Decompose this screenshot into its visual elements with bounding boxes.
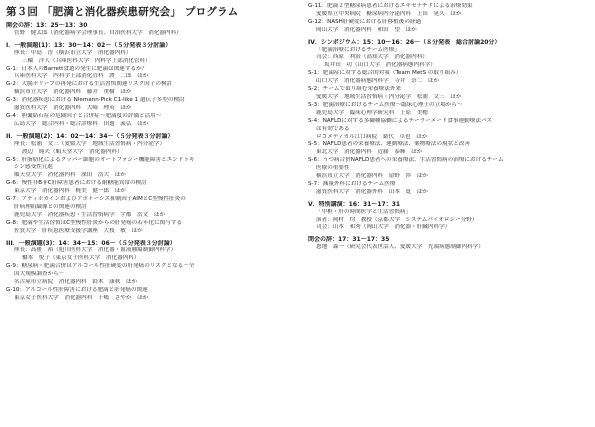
right-text-line: S-5：NAFLD患者の栄養療法、運動療法、薬物療法の現状と改善 — [308, 141, 471, 148]
right-text-line: 医療の重要性 — [316, 165, 350, 172]
right-section-heading: 閉会の辞：17：31～17：35 — [308, 236, 390, 244]
left-column — [6, 22, 296, 303]
left-text-line: 東京女子医科大学 消化器内科 千嶋 さやか ほか — [14, 294, 149, 301]
right-text-line: 滋賀医科大学 消化器外科 山本 寛 ほか — [316, 188, 428, 195]
right-text-line: 横浜市立大学 消化器内科 留野 渉 ほか — [316, 173, 428, 180]
right-section-heading: IV．シンポジウム：15：10～16：26－（８分発表 総合討論20分） — [308, 38, 501, 46]
left-text-line: 名古屋市立病院 消化器内科 鈴木 康秋 ほか — [14, 279, 138, 286]
left-section-heading: I．一般演題(1)：13：30～14：02－（５分発表３分討論） — [6, 41, 172, 49]
left-text-line: G-10：アルコール性肝障害における肥満と肝発癌の関連 — [6, 287, 148, 293]
left-text-line: 渡辺 純夫（順天堂大学 消化器内科） — [22, 148, 123, 155]
right-text-line: S-2：チームで取り組む栄養療法外来 — [308, 86, 402, 93]
right-column — [308, 3, 593, 252]
left-text-line: G-2：大腸ポリープの再発における生活習慣関連リスク因子の検討 — [6, 81, 173, 88]
right-text-line: は有効である — [316, 125, 350, 132]
left-text-line: 国大規模調査から－ — [14, 271, 65, 278]
right-text-line: S-4：NAFLDに対する多職種協働によるテーラーメード食事運動療法パス — [308, 117, 493, 124]
right-text-line: 山口大学 消化器病態内科学 寺井 崇二 ほか — [316, 78, 440, 85]
left-text-line: 座長：松浦 文三（愛媛大学 地域生活習慣病・内分泌学） — [14, 140, 166, 147]
left-section-heading: 開会の辞：13：25～13：30 — [6, 22, 88, 29]
left-text-line: G-3：消化器疾患における Niemann-Pick C1-like 1 遺伝子多型の検討 — [6, 97, 185, 104]
left-text-line: 横浜市立大学 消化器内科 藤井 重樹 ほか — [14, 89, 132, 96]
right-text-line: 愛媛大学 地域生活習慣病・内分泌学 松浦 文三 ほか — [316, 93, 462, 100]
left-section-heading: II．一般演題(2)：14：02～14：34－（５分発表３分討論） — [6, 132, 174, 140]
right-text-line: G-11：肥満２型糖尿病患者におけるエキセナチドによる治療効果 — [308, 3, 473, 9]
right-text-line: S-1：肥満症に対する総合的対策（Team MetS の取り組み） — [308, 70, 462, 77]
left-text-line: 座長：中島 淳（横浜市立大学 消化器内科） — [14, 49, 132, 56]
right-text-line: 恩地 森一（研究会代表世話人、愛媛大学 先端病態制御内科学） — [316, 244, 484, 251]
left-text-line: 座長：高後 裕（旭川医科大学 消化器・血液腫瘍制御内科学） — [14, 247, 177, 254]
right-text-line: 岡山大学 消化器内科 和田 望 ほか — [316, 26, 417, 33]
program-title: 第３回 「肥満と消化器疾患研究会」 プログラム — [6, 6, 239, 18]
right-text-line: ロコメディカル江口病院 桑代 卓也 ほか — [316, 133, 428, 140]
left-text-line: 東京大学 消化器内科 梶美 健一郎 ほか — [14, 188, 126, 195]
left-text-line: 佐賀大学 肝疾患医療支援学講座 大枝 敏 ほか — [14, 227, 143, 234]
left-text-line: G-7：アディポカインおよびアポトーシス抑制因子AIMとC型慢性肝炎の — [6, 196, 186, 203]
left-text-line: G-8：肥満や生活習慣はC型慢性肝炎からの肝発癌の若年化に関与する — [6, 219, 183, 226]
left-text-line: 菅野 健太郎（消化器病学会理事長、自治医科大学 消化器内科） — [14, 29, 182, 36]
left-text-line: 兵庫医科大学 内科学上部消化管科 渡 二郎 ほか — [14, 73, 149, 80]
right-text-line: 坂井田 功（山口大学 消化器病態内科学） — [324, 62, 436, 69]
left-text-line: G-4：胆嚢結石症の危険因子と合併症～肥満度の評価と活用～ — [6, 112, 162, 119]
right-text-line: 鹿児島大学 臨床心理学研究科 上原 美穂 — [316, 109, 428, 116]
left-text-line: シン感受性亢進 — [14, 164, 54, 171]
right-text-line: 演者：岡村 均 教授（京都大学 システムバイオロジー分野） — [316, 216, 478, 223]
right-text-line: S-3：肥満治療におけるチーム医療～臨床心理士の立場から～ — [308, 101, 463, 108]
left-text-line: 橋本 悦子（東京女子医科大学 消化器内科） — [22, 255, 140, 262]
left-text-line: 鹿児島大学 消化器疾患・生活習慣病学 宇都 浩文 ほか — [14, 211, 166, 218]
left-text-line: 三輪 洋人（兵庫医科大学 内科学上部消化管科） — [22, 57, 151, 64]
right-text-line: 愛媛県立中央病院 糖尿病内分泌内科 上田 晃久 ほか — [316, 10, 462, 17]
right-text-line: 「中枢・肝の時間医学と生活習慣病」 — [316, 208, 412, 215]
left-text-line: G-5：肝脂肪化によるクッパー細胞のオートファジー機能障害とエンドトキ — [6, 156, 195, 163]
left-text-line: 順天堂大学 消化器内科 深田 浩大 ほか — [14, 172, 126, 179]
right-text-line: 司会：山本 和秀（岡山大学 消化器・肝臓内科学） — [316, 224, 451, 231]
right-text-line: G-12：NASH肝硬変における肝移植後の経過 — [308, 18, 422, 25]
left-text-line: 滋賀医科大学 消化器内科 大崎 理英 ほか — [14, 105, 132, 112]
right-section-heading: V．特別講演：16：31～17：31 — [308, 200, 401, 208]
right-text-line: 司会：西原 利治（高知大学 消化器内科） — [316, 54, 428, 61]
right-text-line: S-7：減量外科におけるチーム医療 — [308, 180, 396, 187]
right-text-line: S-6：うつ病合併NAFLD患者への栄養療法、生活習慣病の治療におけるチーム — [308, 157, 504, 164]
left-section-heading: III．一般演題(3)：14：34～15：06－（５分発表３分討論） — [6, 239, 176, 247]
right-text-line: 「肥満治療におけるチーム医療」 — [316, 46, 400, 53]
left-text-line: 肝病理組織像との関連の検討 — [14, 203, 87, 210]
left-text-line: 広島大学 総合内科・総合診療科 田邊 義弘 ほか — [14, 120, 149, 127]
right-text-line: 東北大学 消化器内科 近藤 泰輝 ほか — [316, 149, 423, 156]
left-text-line: G-9：糖尿病・肥満合併はアルコール性肝硬変の肝発癌のリスクとなる－全 — [6, 263, 195, 270]
left-text-line: G-6：慢性非B非C肝障害患者における耐糖能異常の検討 — [6, 180, 147, 187]
left-text-line: G-1：日本人のBarrett食道の発生に肥満は関連するか？ — [6, 65, 148, 72]
